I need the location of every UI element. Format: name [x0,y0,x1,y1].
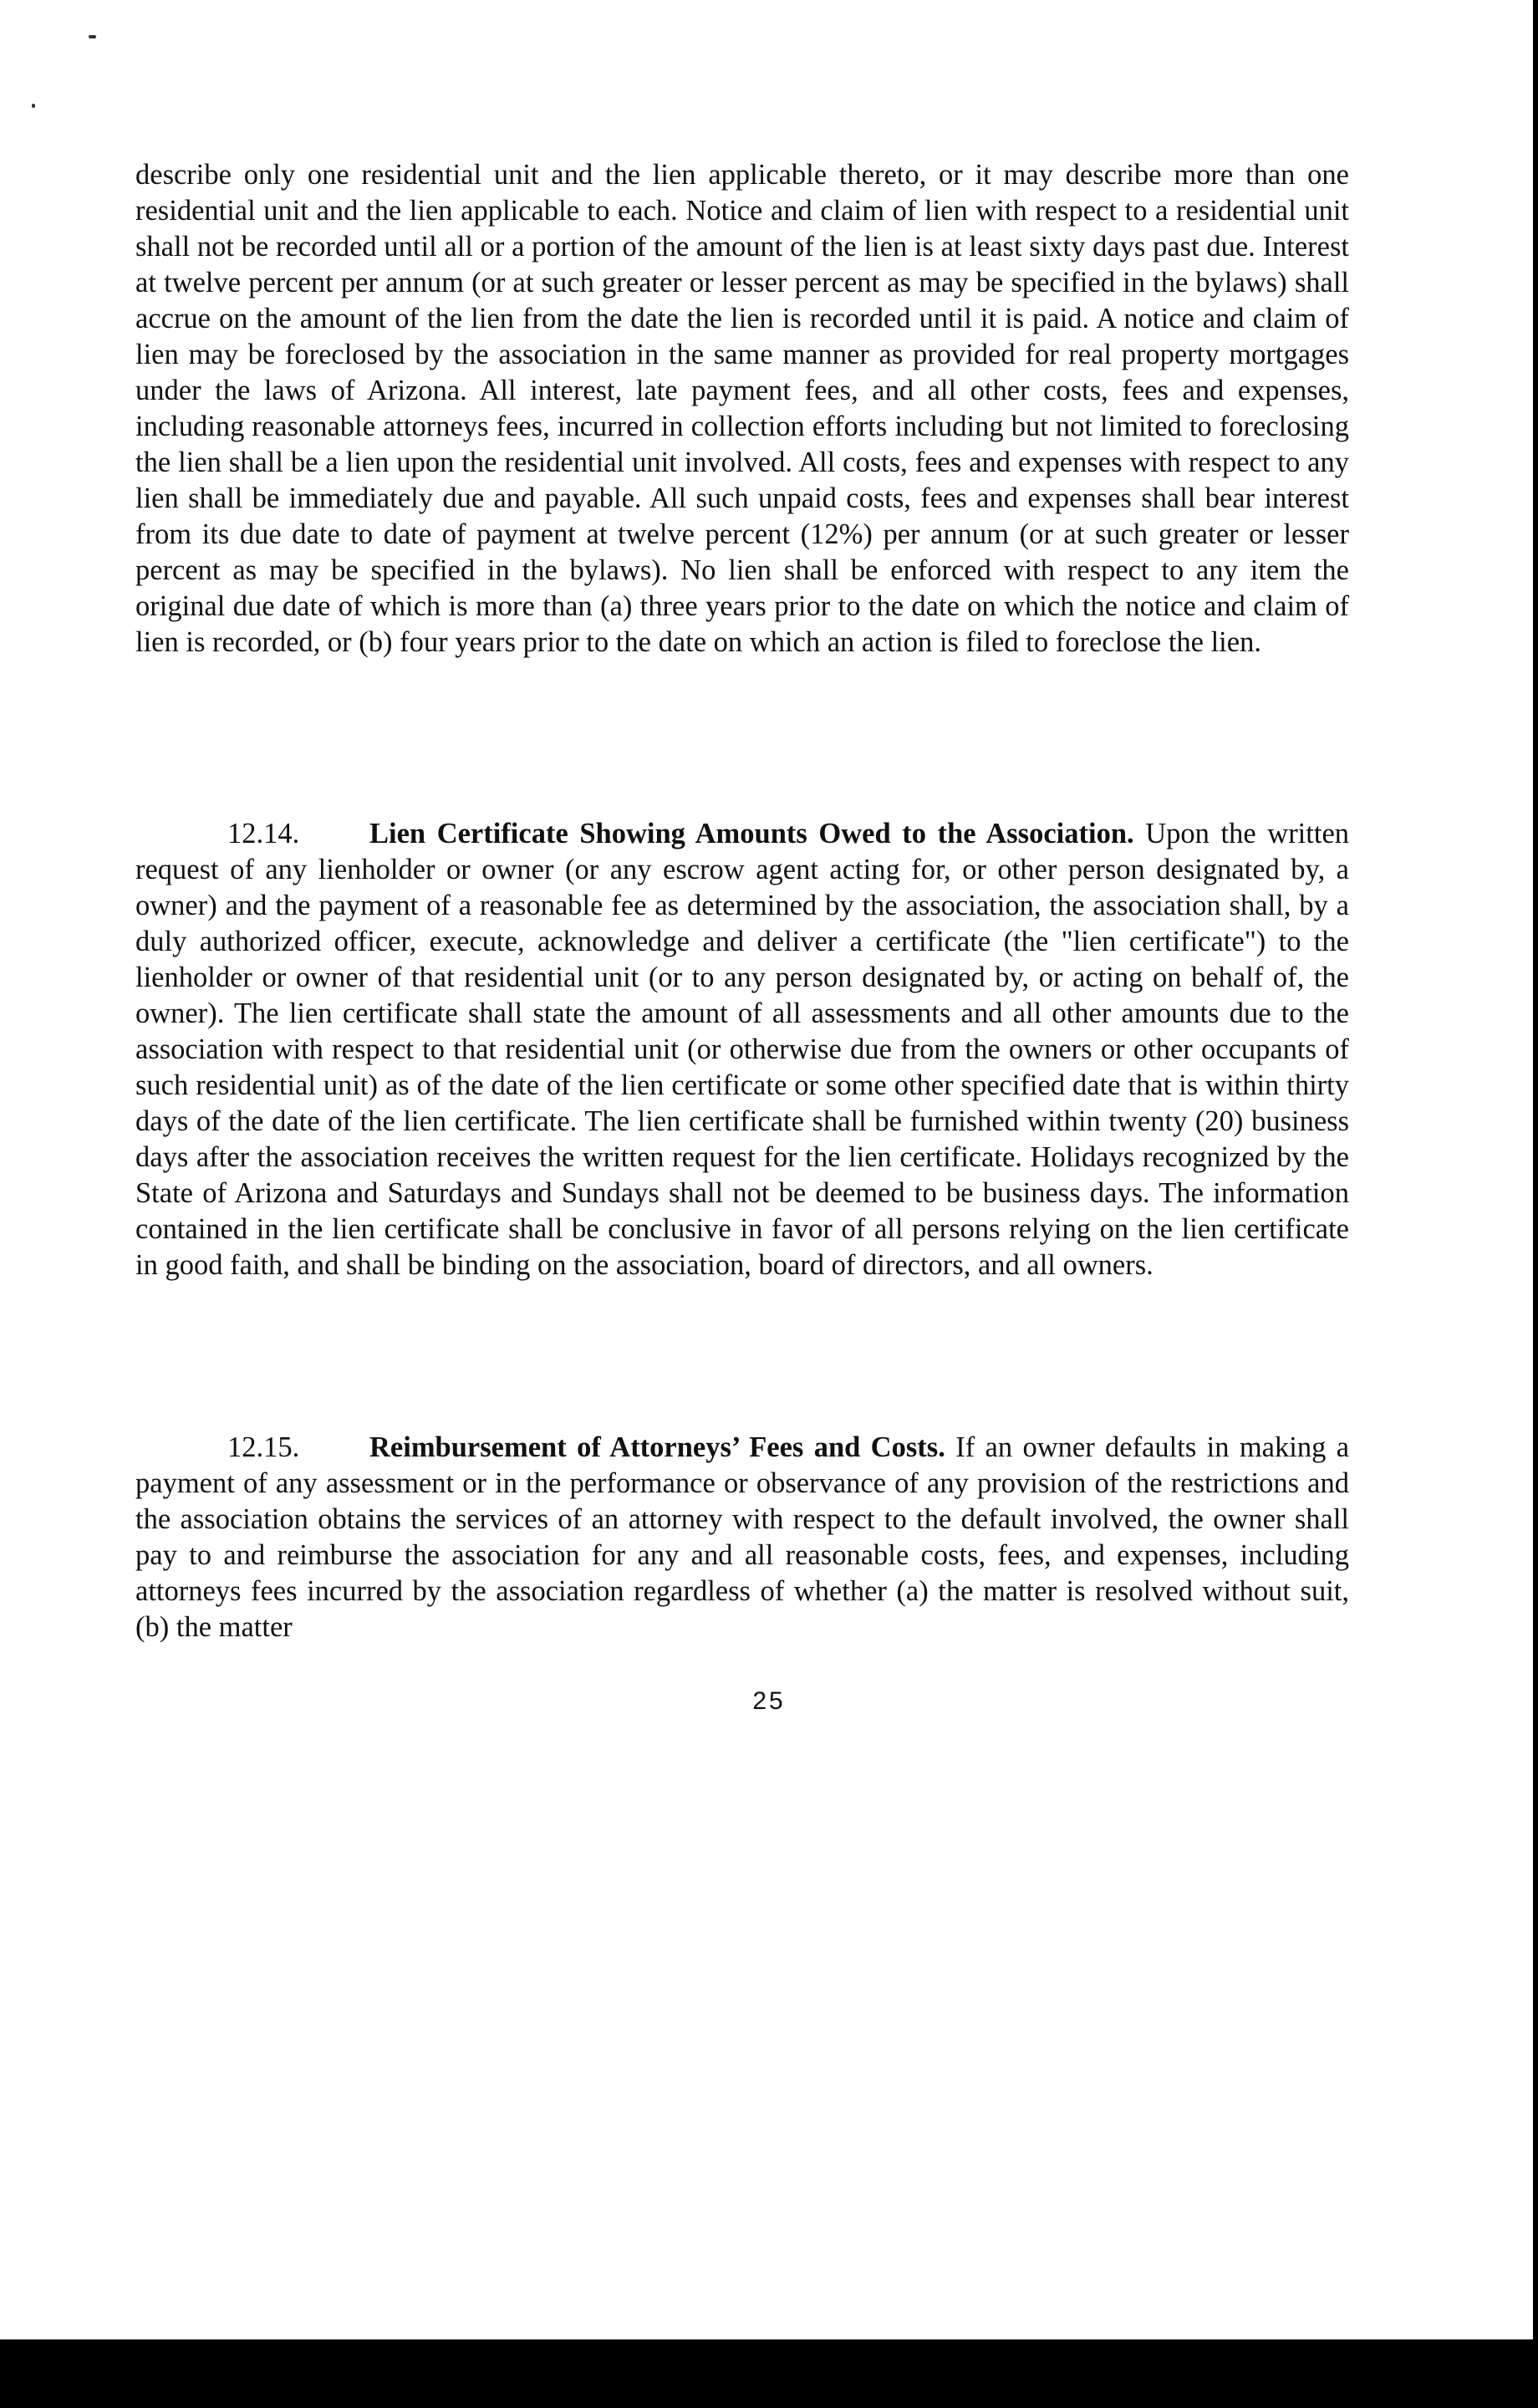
page-number: 25 [752,1687,786,1715]
section-body: If an owner defaults in making a payment of any assessment or in the performance or observance of any provision of the restrictions and the association obtains the services of an attorney with respect to the default involved, the owner shall pay to and reimburse the association for any and all reasonable costs, fees, and expenses, including attorneys fees incurred by the association regardless of whether (a) the matter is resolved without suit, (b) the matter [135,1431,1350,1643]
scan-speck [89,35,96,38]
scan-speck [32,104,35,108]
section-heading: Reimbursement of Attorneys’ Fees and Costs. [369,1431,945,1463]
section-body: Upon the written request of any lienholder or owner (or any escrow agent acting for, or other person designated by, a owner) and the payment of a reasonable fee as determined by the association, the association shall, by a duly authorized officer, execute, acknowledge and deliver a certificate (the "lien certificate") to the lienholder or owner of that residential unit (or to any person designated by, or acting on behalf of, the owner). The lien certificate shall state the amount of all assessments and all other amounts due to the association with respect to that residential unit (or otherwise due from the owners or other occupants of such residential unit) as of the date of the lien certificate or some other specified date that is within thirty days of the date of the lien certificate. The lien certificate shall be furnished within twenty (20) business days after the association receives the written request for the lien certificate. Holidays recognized by the State of Arizona and Saturdays and Sundays shall not be deemed to be business days. The information contained in the lien certificate shall be conclusive in favor of all persons relying on the lien certificate in good faith, and shall be binding on the association, board of directors, and all owners. [135,818,1350,1281]
paragraph-lien-notice: describe only one residential unit and the lien applicable thereto, or it may describe more than one residential unit and the lien applicable to each. Notice and claim of lien with respect to a residential unit shall not be recorded until all or a portion of the amount of the lien is at least sixty days past due. Interest at twelve percent per annum (or at such greater or lesser percent as may be specified in the bylaws) shall accrue on the amount of the lien from the date the lien is recorded until it is paid. A notice and claim of lien may be foreclosed by the association in the same manner as provided for real property mortgages under the laws of Arizona. All interest, late payment fees, and all other costs, fees and expenses, including reasonable attorneys fees, incurred in collection efforts including but not limited to foreclosing the lien shall be a lien upon the residential unit involved. All costs, fees and expenses with respect to any lien shall be immediately due and payable. All such unpaid costs, fees and expenses shall bear interest from its due date to date of payment at twelve percent (12%) per annum (or at such greater or lesser percent as may be specified in the bylaws). No lien shall be enforced with respect to any item the original due date of which is more than (a) three years prior to the date on which the notice and claim of lien is recorded, or (b) four years prior to the date on which an action is filed to foreclose the lien. [135,159,1349,658]
section-heading: Lien Certificate Showing Amounts Owed to the Association. [369,818,1134,849]
section-number: 12.15. [227,1431,300,1463]
section-12-15 [135,1430,1349,1645]
section-12-14 [135,816,1349,1283]
section-number: 12.14. [227,818,300,849]
